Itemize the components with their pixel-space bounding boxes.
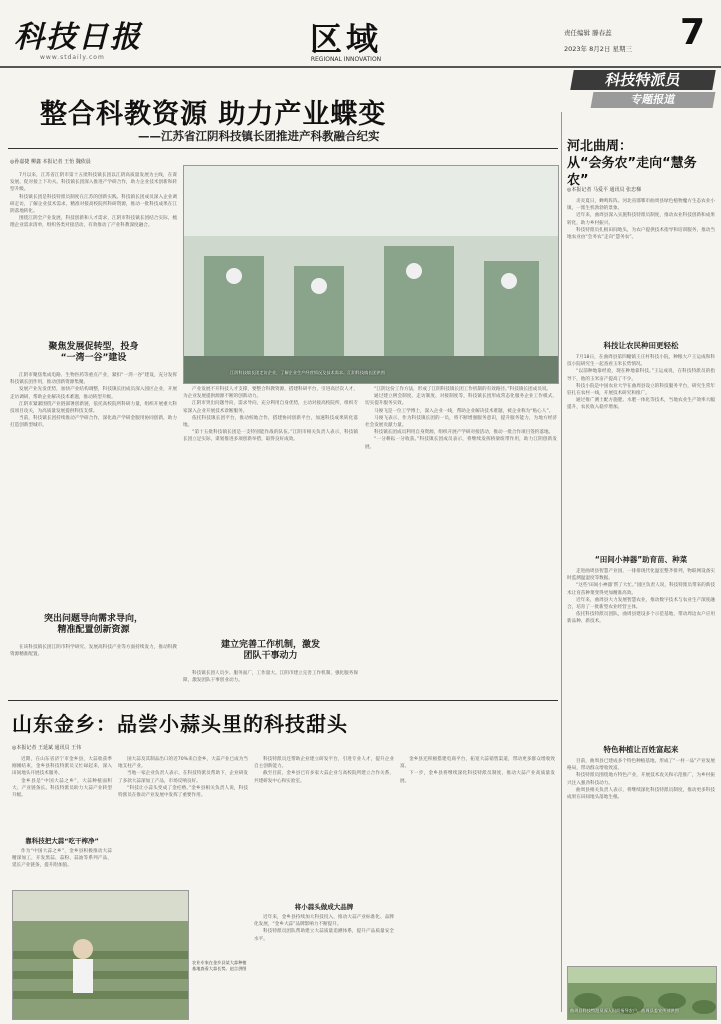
paragraph: 依托科技特派员团队，曲周县建设多个示范基地，带动周边农户应用新品种、新技术。 [567,612,715,625]
paragraph: 江阴市突出问题导向，需求导向，充分利用自身优势，主动对接高校院所，组织专家深入企业开展技术诊断服务。 [183,401,358,414]
bottom-byline: ◎本报记者 王延斌 通讯员 王伟 [12,745,82,751]
paragraph: 马俊飞表示，作为科技镇长团的一员，将不断增强服务意识，提升服务能力，为地方经济社会发展贡献力量。 [365,415,557,429]
right-subheading-1: 科技让农民种田更轻松 [603,341,679,350]
right-column-1 [567,198,715,338]
banner-title: 科技特派员 [570,70,716,90]
editor-line: 责任编辑 滕春蕊 [564,29,612,37]
paragraph: “江阴这份工作方法，形成了江阴科技镇长团工作机制的有效路径。”科技镇长团成员说。 [374,387,552,392]
bottom-column-3b [254,914,394,1018]
paragraph: 通过推广测土配方施肥、水肥一体化等技术，当地农业生产效率大幅提升，农民收入稳步增加。 [567,398,715,411]
paragraph: 围绕江阴全产业发展，科技创新和人才需求，江阴市科技镇长团结合实际，梳理企业需求清单，组织各类对接活动，有效推动了产业科教深度融合。 [10,216,177,229]
bottom-subheading-1: 靠科技把大蒜“吃干榨净” [25,837,99,845]
bottom-column-1 [12,756,112,834]
paragraph: 金乡县是“中国大蒜之乡”，大蒜种植面积大、产业链条长。科技特派员助力大蒜产业转型升级。 [12,778,112,799]
section-label: 区域 [309,20,382,58]
page-number: 7 [680,12,706,53]
factory-scene-image [184,166,558,383]
paragraph: “以前种地靠经验，现在种地靠科技。”王运成说，在科技特派员的指导下，他的玉米亩产提高了不少。 [567,369,715,382]
paragraph: 截至目前，金乡县已有多家大蒜企业与高校院所建立合作关系，共建研发中心和实验室。 [254,771,394,784]
bottom-column-4 [400,756,555,1018]
lead-column-2b [183,670,358,690]
paragraph: “科技让小蒜头变成了金疙瘩。”金乡县相关负责人说，科技特派员在推动产业发展中发挥了重要作用。 [118,785,248,799]
paragraph: 科技镇长团成员利用自身资源，组织开展产学研对接活动，推动一批合作项目签约落地。 [374,430,554,436]
paragraph: 当前，科技镇长团持续推动产学研合作，深化政产学研金服用协同创新，助力打造创新型城市。 [10,416,177,429]
paragraph: 江阴市聚焦集成电路、生物医药等重点产业，紧扣“一湾一谷”建设，充分发挥科技镇长团作用，推动创新资源集聚。 [10,373,177,386]
lead-column-2 [183,386,358,636]
paragraph: 科技特派员团队帮助建立大蒜质量追溯体系，提升产品质量安全水平。 [254,929,394,942]
paragraph: 国大蒜及其制品出口的近70%来自金乡，大蒜产业已成为当地支柱产业。 [118,757,248,770]
special-report-banner [572,70,714,110]
lead-byline: ◎孙嘉捷 柳鑫 本报记者 王怡 魏依晨 [10,159,91,165]
lead-subheading-2: 突出问题导向需求导向， 精准配置创新资源 [43,614,143,635]
paragraph: 近年来，曲周县大力发展智慧农业，推动数字技术与农业生产深度融合，培育了一批新型农业经营主体。 [567,597,715,611]
section-label-en: REGIONAL INNOVATION [310,56,382,63]
paragraph: 走进曲周县智慧产业园，一排排现代化温室整齐排列，物联网设备实时监测温湿度等数据。 [567,569,715,582]
bottom-column-3 [254,756,394,896]
paragraph: 依托科技镇长团平台，推动校地合作，搭建协同创新平台，加速科技成果转化落地。 [183,415,358,429]
right-subheading-2: “田间小神器”助育苗、种菜 [594,555,688,564]
lead-column-1c [10,644,177,670]
paragraph: 马俊飞是一位工学博士，深入企业一线，帮助企业解决技术难题，被企业称为“贴心人”。 [374,408,554,414]
paragraph: 近年来，金乡县持续加大科技投入，推动大蒜产业标准化、品牌化发展，“金乡大蒜”品牌影响力不断提升。 [254,915,394,928]
paragraph: 通过建立例会制度、走访制度、对接制度等，科技镇长团形成常态化服务企业工作模式，切实提升服务实效。 [365,394,557,407]
issue-date: 2023年 8月2日 星期三 [564,45,632,53]
bottom-photo-caption: 农业专家在金乡县某大蒜种植基地查看大蒜长势。赵言供图 [192,960,247,971]
paragraph: 科技特派员围绕地方特色产业，开展技术攻关和示范推广，为乡村振兴注入强劲科技动力。 [567,773,715,786]
lead-column-1b [10,372,177,608]
bottom-headline: 山东金乡：品尝小蒜头里的科技甜头 [12,712,348,736]
paragraph: 科技特派员还帮助企业建立研发平台，引进专业人才，提升企业自主创新能力。 [254,757,394,770]
paragraph: 近年来，曲周县深入实施科技特派员制度，推动农业科技创新和成果转化，助力乡村振兴。 [567,213,715,226]
right-column-3 [567,568,715,744]
paragraph: 发展产业先发优势，加快产业结构调整，科技镇长团成员深入园区企业，开展走访调研，帮助企业解决技术难题，推动转型升级。 [10,387,177,400]
paragraph: 科技镇长团人员少、服务面广，工作量大。江阴市建立完善工作机制，强化服务保障，激发团队干事创业动力。 [183,671,358,684]
paragraph: 科技镇长团是科技特派员制度在江苏的创新实践。科技镇长团成员深入企业调研走访，了解企业技术需求，精准对接高校院所科研资源，推动一批科技成果在江阴落地转化。 [10,194,177,215]
paragraph: 金乡县还积极搭建电商平台，拓宽大蒜销售渠道，带动更多群众增收致富。 [400,757,555,770]
paragraph: 7月18日，在曲周县第四疃镇王庄村科技小院，种粮大户王运成和科技小院研究生一起查看玉米长势情况。 [567,355,715,368]
right-column-2 [567,354,715,554]
paragraph: 当地一家企业负责人表示，在科技特派员帮助下，企业研发了多款大蒜深加工产品，市场反响良好。 [118,771,248,784]
paragraph: 炎炎夏日，蝉鸣阵阵。河北省邯郸市曲周县绿色植物魔方生态农业小镇，一派生机勃勃的景象。 [567,199,715,212]
banner-subtitle: 专题报道 [591,92,716,108]
lead-column-1 [10,172,177,338]
right-subheading-3: 特色种植让百姓富起来 [603,745,679,754]
paragraph: 产业发展不开科技人才支撑，要整合科教资源，搭建科研平台，引进高层次人才，为企业发展提供源源不断的创新动力。 [183,387,358,400]
paragraph: 在该科技镇长团江阴市科学研究、发展高科技产业等方面持续发力，推动科教资源精准配置。 [10,645,177,658]
right-byline: ◎本报记者 马爱平 通讯员 张忠梯 [567,187,642,193]
paragraph: 科技特派员扎根田间地头，为农户提供技术指导和培训服务，推动当地农业由“会务农”走向“慧务农”。 [567,227,715,241]
paragraph: “这些‘田间小神器’帮了大忙。”园区负责人说，科技特派员带来的新技术让育苗种菜变得更加精准高效。 [567,583,715,596]
column-divider [561,112,562,1012]
newspaper-url: www.stdaily.com [40,54,105,61]
paragraph: 作为“中国大蒜之乡”，金乡县积极推动大蒜精深加工，开发黑蒜、蒜粉、蒜油等系列产品，延长产业链条，提升附加值。 [12,849,112,869]
paragraph: 科技小院是中国农业大学在曲周县设立的科技服务平台，研究生常年驻扎在农村一线，开展技术研究和推广。 [567,383,715,397]
lead-photo-caption: 江阴科技镇长团走访企业，了解企业生产经营情况及技术需求。江阴科技镇长团供图 [230,370,385,375]
masthead-rule [0,66,721,68]
paragraph: 江阴市紧紧围绕产业链部署创新链，依托高校院所科研力量，组织开展重大科技项目攻关，为高质量发展提供科技支撑。 [10,401,177,415]
lead-subheading-1: 聚焦发展促转型，投身 “一湾一谷”建设 [48,342,139,363]
right-photo-caption: 曲周县科技特派员深入田间指导农户。曲周县委宣传部供图 [570,1008,679,1013]
right-headline: 河北曲周： 从“会务农”走向“慧务农” [567,139,697,188]
paragraph: 近期，在山东省济宁市金乡县，大蒜收获季刚刚结束，金乡县科技特派员又忙碌起来，深入田间地头开展技术服务。 [12,757,112,777]
newspaper-logo: 科技日报 [14,20,142,55]
lead-column-3 [365,386,557,688]
paragraph: “一分耕耘一分收获。”科技镇长团成员表示，将继续发挥桥梁纽带作用，助力江阴创新发展。 [365,437,557,450]
lead-rule [8,148,558,149]
bottom-subheading-2: 将小蒜头做成大品牌 [294,903,354,911]
paragraph: “第十五批科技镇长团是一支特别能作战的队伍。”江阴市相关负责人表示，科技镇长团立足实际，谋划推进多项创新举措，取得良好成效。 [183,430,358,443]
right-column-4 [567,758,715,964]
lead-headline: 整合科教资源 助力产业蝶变 [40,99,387,130]
bottom-column-1b [12,848,112,888]
lead-subheading-3: 建立完善工作机制，激发 团队干事动力 [220,640,320,661]
masthead [0,0,721,78]
lead-subheadline: ——江苏省江阴科技镇长团推进产科教融合纪实 [138,129,380,143]
lead-photo [183,165,559,384]
paragraph: 7月以来，江苏省江阴市第十五批科技镇长团以江阴高质量发展为主线，在谋发展、促对接上下功夫。科技镇长团深入推进产学研合作，助力企业技术创新和转型升级。 [10,173,177,193]
paragraph: 下一步，金乡县将继续深化科技特派员制度，推动大蒜产业高质量发展。 [400,771,555,784]
paragraph: 曲周县相关负责人表示，将继续深化科技特派员制度，推动更多科技成果在田间地头落地生根。 [567,787,715,801]
bottom-column-2 [118,756,248,956]
paragraph: 目前，曲周县已建成多个特色种植基地，形成了“一村一品”产业发展格局，带动群众增收致富。 [567,759,715,772]
bottom-rule [8,700,558,701]
